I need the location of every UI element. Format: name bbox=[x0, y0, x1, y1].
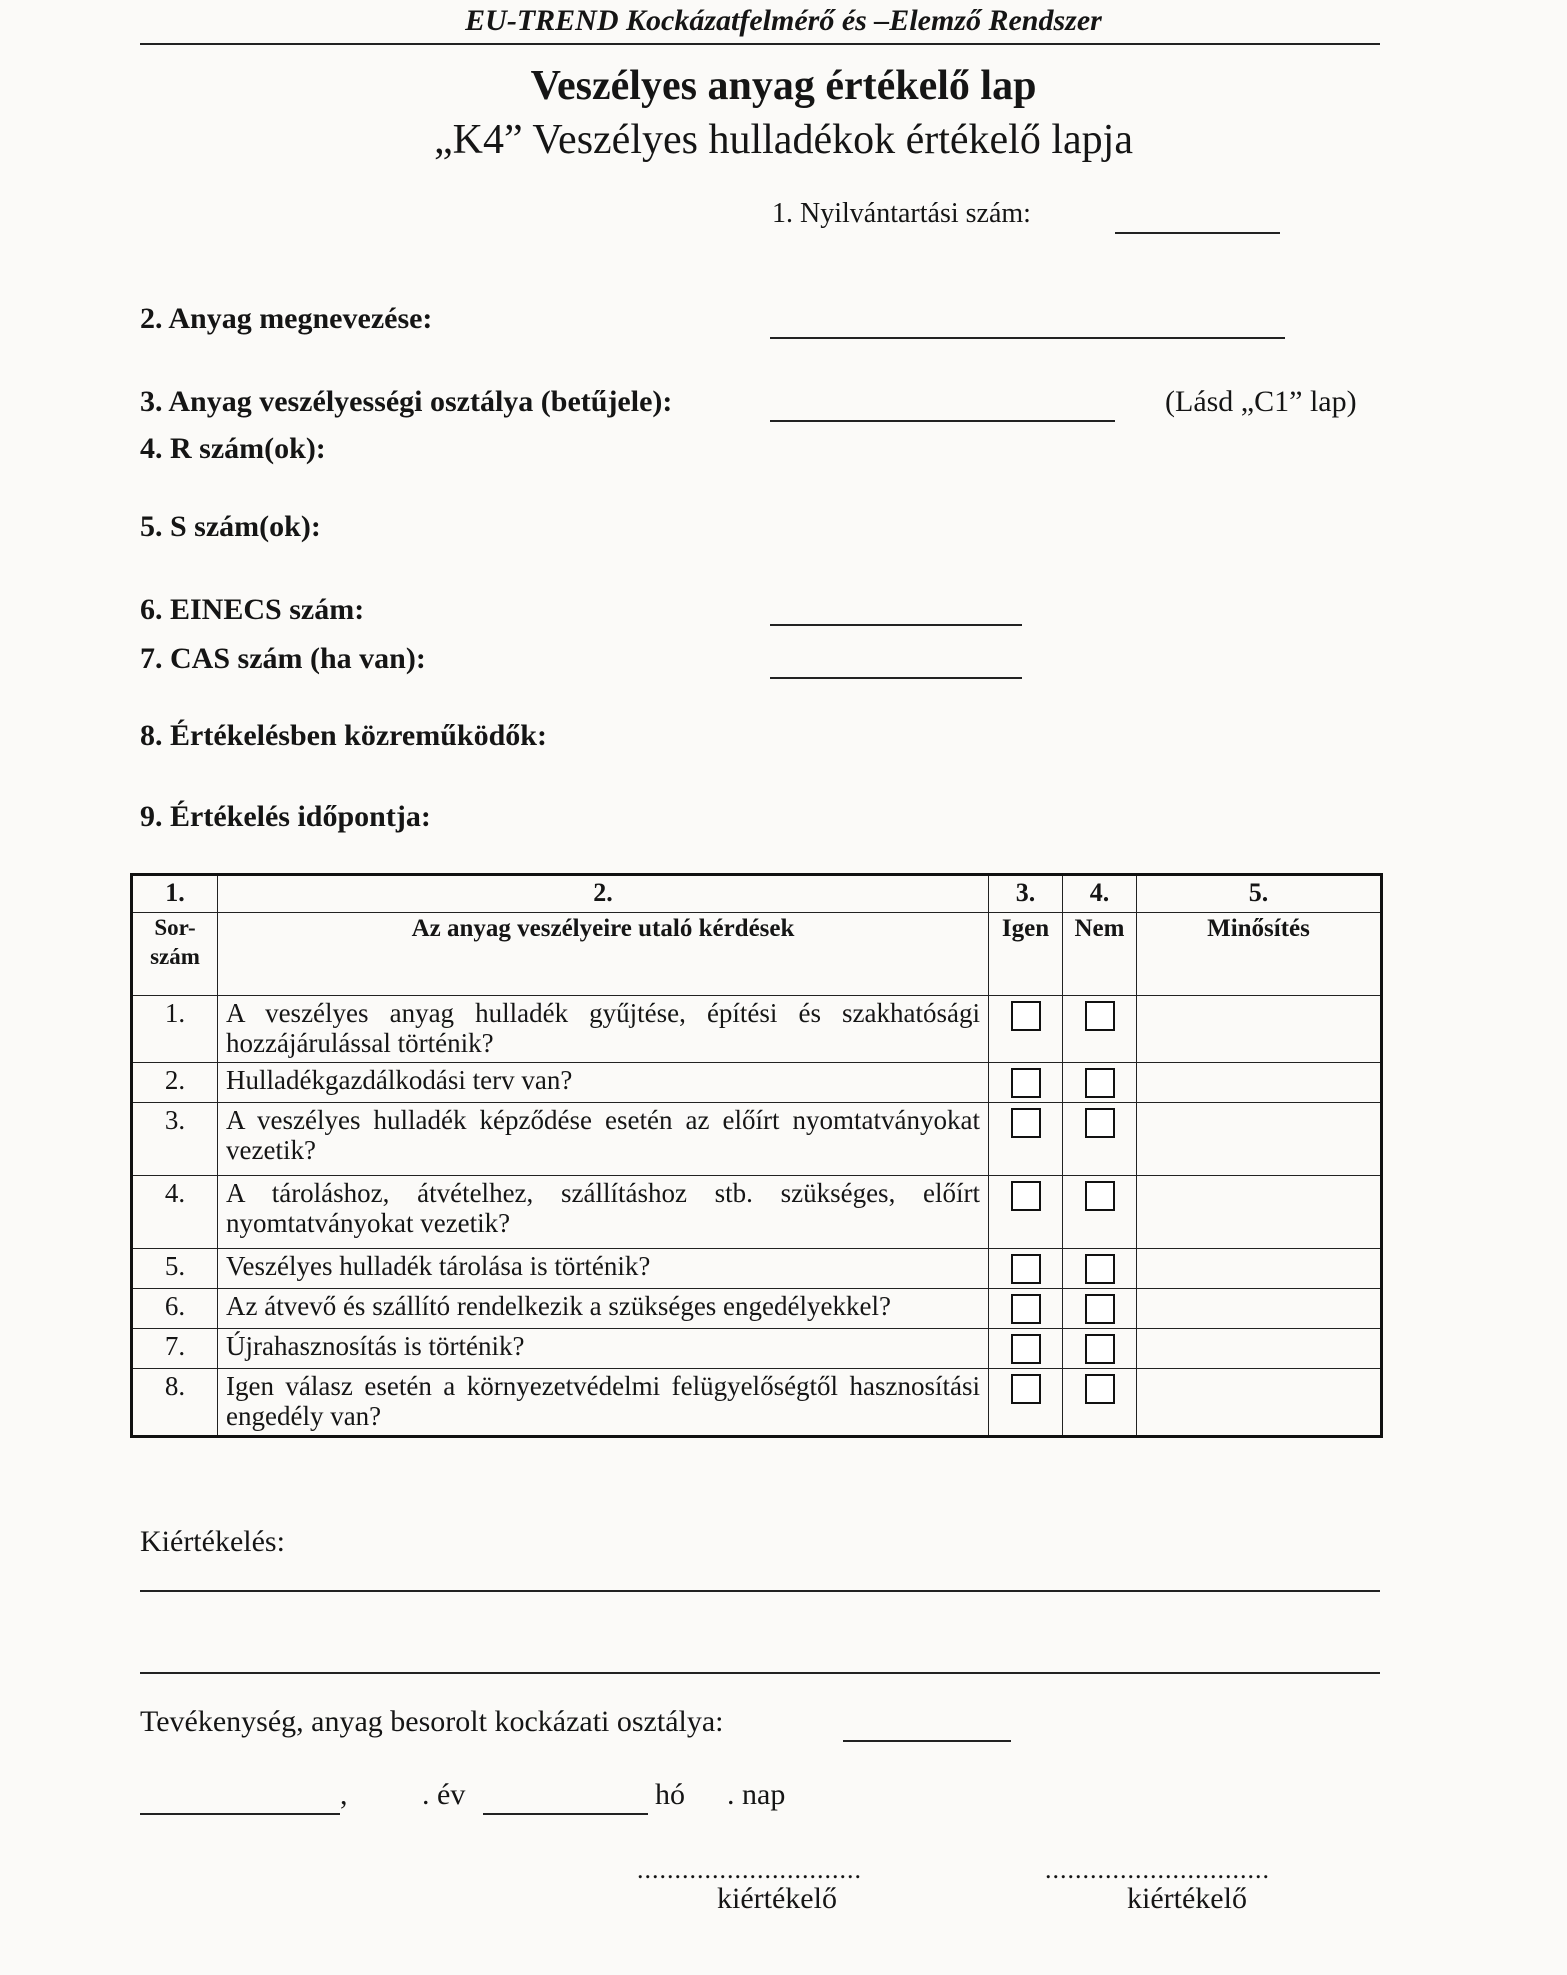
no-checkbox[interactable] bbox=[1085, 1374, 1115, 1404]
field-label-contributors: 8. Értékelésben közreműködők: bbox=[140, 719, 547, 752]
row-question: Újrahasznosítás is történik? bbox=[218, 1329, 989, 1369]
yes-cell bbox=[989, 1289, 1063, 1329]
no-cell bbox=[1063, 1176, 1137, 1249]
yes-checkbox[interactable] bbox=[1011, 1254, 1041, 1284]
no-checkbox[interactable] bbox=[1085, 1334, 1115, 1364]
no-cell bbox=[1063, 1103, 1137, 1176]
material-name-field[interactable] bbox=[770, 337, 1285, 339]
signature-line-2[interactable]: .............................. bbox=[1045, 1855, 1270, 1884]
date-comma: , bbox=[340, 1778, 348, 1811]
col-header-no: Nem bbox=[1063, 913, 1137, 996]
yes-cell bbox=[989, 1176, 1063, 1249]
row-number: 8. bbox=[132, 1369, 218, 1437]
rating-cell[interactable] bbox=[1137, 1289, 1382, 1329]
table-row bbox=[132, 1063, 1382, 1103]
yes-checkbox[interactable] bbox=[1011, 1068, 1041, 1098]
col-header-sorszam: Sor- szám bbox=[132, 913, 218, 996]
evaluation-line-1[interactable] bbox=[140, 1590, 1380, 1592]
row-number: 2. bbox=[132, 1063, 218, 1103]
col-header-question: Az anyag veszélyeire utaló kérdések bbox=[218, 913, 989, 996]
no-checkbox[interactable] bbox=[1085, 1108, 1115, 1138]
row-question: Az átvevő és szállító rendelkezik a szükséges engedélyekkel? bbox=[218, 1289, 989, 1329]
day-label: . nap bbox=[727, 1778, 786, 1811]
header-rule bbox=[140, 43, 1380, 45]
col-number-3: 3. bbox=[989, 875, 1063, 913]
yes-checkbox[interactable] bbox=[1011, 1294, 1041, 1324]
col-number-1: 1. bbox=[132, 875, 218, 913]
table-row bbox=[132, 1289, 1382, 1329]
registration-number-field[interactable] bbox=[1115, 232, 1280, 234]
registration-label: 1. Nyilvántartási szám: bbox=[772, 198, 1031, 229]
month-label: hó bbox=[655, 1778, 685, 1811]
month-field[interactable] bbox=[483, 1813, 648, 1815]
yes-checkbox[interactable] bbox=[1011, 1108, 1041, 1138]
table-row bbox=[132, 1176, 1382, 1249]
rating-cell[interactable] bbox=[1137, 1063, 1382, 1103]
year-label: . év bbox=[422, 1778, 466, 1811]
row-question: Veszélyes hulladék tárolása is történik? bbox=[218, 1249, 989, 1289]
field-label-eval-date: 9. Értékelés időpontja: bbox=[140, 800, 431, 833]
row-question: Hulladékgazdálkodási terv van? bbox=[218, 1063, 989, 1103]
table-row bbox=[132, 1329, 1382, 1369]
rating-cell[interactable] bbox=[1137, 1249, 1382, 1289]
yes-cell bbox=[989, 1329, 1063, 1369]
field-label-r-numbers: 4. R szám(ok): bbox=[140, 432, 326, 465]
yes-checkbox[interactable] bbox=[1011, 1001, 1041, 1031]
col-header-rating: Minősítés bbox=[1137, 913, 1382, 996]
table-row bbox=[132, 1369, 1382, 1437]
no-checkbox[interactable] bbox=[1085, 1181, 1115, 1211]
field-label-material-name: 2. Anyag megnevezése: bbox=[140, 302, 433, 335]
no-cell bbox=[1063, 996, 1137, 1063]
row-number: 3. bbox=[132, 1103, 218, 1176]
no-checkbox[interactable] bbox=[1085, 1068, 1115, 1098]
rating-cell[interactable] bbox=[1137, 1103, 1382, 1176]
yes-cell bbox=[989, 1249, 1063, 1289]
einecs-field[interactable] bbox=[770, 624, 1022, 626]
rating-cell[interactable] bbox=[1137, 1176, 1382, 1249]
rating-cell[interactable] bbox=[1137, 996, 1382, 1063]
system-header: EU-TREND Kockázatfelmérő és –Elemző Rendszer bbox=[465, 4, 1102, 37]
row-question: A veszélyes hulladék képződése esetén az előírt nyomtatványokat vezetik? bbox=[218, 1103, 989, 1176]
hazard-class-field[interactable] bbox=[770, 420, 1115, 422]
risk-class-field[interactable] bbox=[843, 1740, 1011, 1742]
page-subtitle: „K4” Veszélyes hulladékok értékelő lapja bbox=[434, 117, 1133, 163]
yes-checkbox[interactable] bbox=[1011, 1374, 1041, 1404]
row-number: 6. bbox=[132, 1289, 218, 1329]
signature-line-1[interactable]: .............................. bbox=[637, 1855, 862, 1884]
no-cell bbox=[1063, 1249, 1137, 1289]
field-label-einecs: 6. EINECS szám: bbox=[140, 593, 365, 626]
signature-label-2: kiértékelő bbox=[1127, 1882, 1247, 1915]
row-question: Igen válasz esetén a környezetvédelmi felügyelőségtől hasznosítási engedély van? bbox=[218, 1369, 989, 1437]
yes-cell bbox=[989, 1369, 1063, 1437]
rating-cell[interactable] bbox=[1137, 1369, 1382, 1437]
hazard-questions-table bbox=[130, 873, 1383, 1438]
col-header-yes: Igen bbox=[989, 913, 1063, 996]
col-number-2: 2. bbox=[218, 875, 989, 913]
field-label-cas: 7. CAS szám (ha van): bbox=[140, 642, 426, 675]
row-number: 5. bbox=[132, 1249, 218, 1289]
row-number: 4. bbox=[132, 1176, 218, 1249]
place-field[interactable] bbox=[140, 1813, 340, 1815]
field-label-hazard-class: 3. Anyag veszélyességi osztálya (betűjele): bbox=[140, 385, 673, 418]
no-checkbox[interactable] bbox=[1085, 1001, 1115, 1031]
no-cell bbox=[1063, 1289, 1137, 1329]
yes-cell bbox=[989, 1063, 1063, 1103]
col-number-4: 4. bbox=[1063, 875, 1137, 913]
col-number-5: 5. bbox=[1137, 875, 1382, 913]
cas-field[interactable] bbox=[770, 677, 1022, 679]
row-question: A veszélyes anyag hulladék gyűjtése, építési és szakhatósági hozzájárulással történik? bbox=[218, 996, 989, 1063]
evaluation-line-2[interactable] bbox=[140, 1672, 1380, 1674]
row-question: A tároláshoz, átvételhez, szállításhoz stb. szükséges, előírt nyomtatványokat vezetik? bbox=[218, 1176, 989, 1249]
row-number: 7. bbox=[132, 1329, 218, 1369]
yes-cell bbox=[989, 1103, 1063, 1176]
no-checkbox[interactable] bbox=[1085, 1294, 1115, 1324]
signature-label-1: kiértékelő bbox=[717, 1882, 837, 1915]
evaluation-label: Kiértékelés: bbox=[140, 1525, 285, 1558]
no-checkbox[interactable] bbox=[1085, 1254, 1115, 1284]
table-row bbox=[132, 996, 1382, 1063]
table-row bbox=[132, 1103, 1382, 1176]
rating-cell[interactable] bbox=[1137, 1329, 1382, 1369]
table-row bbox=[132, 1249, 1382, 1289]
no-cell bbox=[1063, 1369, 1137, 1437]
no-cell bbox=[1063, 1063, 1137, 1103]
page-title: Veszélyes anyag értékelő lap bbox=[530, 63, 1037, 109]
see-c1-note: (Lásd „C1” lap) bbox=[1165, 385, 1357, 418]
yes-checkbox[interactable] bbox=[1011, 1334, 1041, 1364]
yes-checkbox[interactable] bbox=[1011, 1181, 1041, 1211]
row-number: 1. bbox=[132, 996, 218, 1063]
field-label-s-numbers: 5. S szám(ok): bbox=[140, 510, 321, 543]
yes-cell bbox=[989, 996, 1063, 1063]
no-cell bbox=[1063, 1329, 1137, 1369]
risk-class-label: Tevékenység, anyag besorolt kockázati osztálya: bbox=[140, 1705, 724, 1738]
